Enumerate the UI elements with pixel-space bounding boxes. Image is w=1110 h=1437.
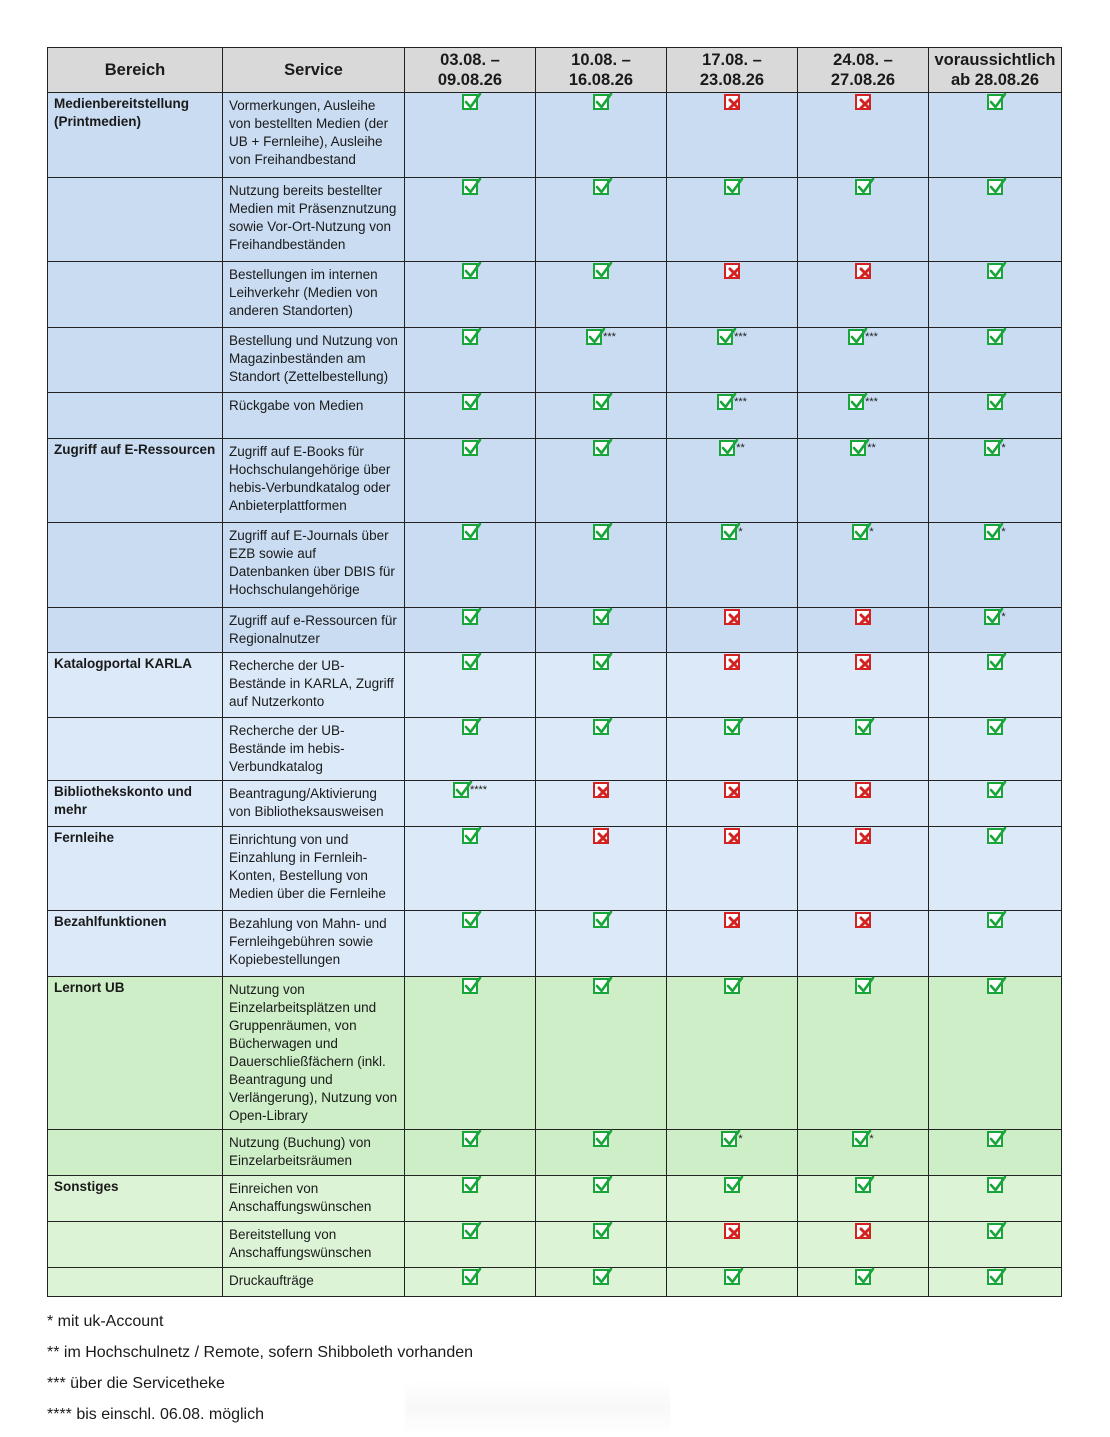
check-icon [855,1269,871,1285]
status-cell [798,653,929,718]
footnote-marker: * [1001,526,1006,539]
cross-icon [593,782,609,798]
check-icon [593,179,609,195]
check-icon [984,609,1000,625]
service-cell: Beantragung/Aktivierung von Bibliotheksausweisen [223,781,405,827]
table-row [48,1176,1062,1222]
check-icon [855,719,871,735]
service-cell: Zugriff auf E-Journals über EZB sowie auf Datenbanken über DBIS für Hochschulangehörige [223,523,405,608]
service-cell: Vormerkungen, Ausleihe von bestellten Medien (der UB + Fernleihe), Ausleihe von Freihandbestand [223,93,405,178]
status-cell [929,93,1062,178]
status-cell [798,1176,929,1222]
cross-icon [724,1223,740,1239]
status-cell [667,328,798,393]
footnote-marker: **** [469,784,488,797]
check-icon [724,978,740,994]
table-row [48,911,1062,977]
check-icon [987,828,1003,844]
status-cell [536,718,667,781]
table-row [48,608,1062,653]
area-cell: Lernort UB [48,977,223,1130]
status-cell [405,911,536,977]
cross-icon [855,263,871,279]
status-cell [405,393,536,439]
status-cell [536,1130,667,1176]
status-cell [667,977,798,1130]
status-cell [667,523,798,608]
header-col3: 17.08. – 23.08.26 [667,48,798,93]
table-row [48,653,1062,718]
status-cell [536,93,667,178]
cross-icon [724,654,740,670]
check-icon [987,394,1003,410]
service-cell: Bestellung und Nutzung von Magazinbeständen am Standort (Zettelbestellung) [223,328,405,393]
check-icon [987,94,1003,110]
status-cell [536,393,667,439]
status-cell [405,608,536,653]
service-cell: Zugriff auf E-Books für Hochschulangehörige über hebis-Verbundkatalog oder Anbieterplattformen [223,439,405,523]
check-icon [462,719,478,735]
status-cell [405,523,536,608]
status-cell [536,1222,667,1268]
check-icon [593,1269,609,1285]
check-icon [717,329,733,345]
status-cell [929,523,1062,608]
check-icon [850,440,866,456]
service-cell: Einrichtung von und Einzahlung in Fernleih-Konten, Bestellung von Medien über die Fernleihe [223,827,405,911]
status-cell [667,1268,798,1297]
header-service: Service [223,48,405,93]
check-icon [855,179,871,195]
check-icon [987,1269,1003,1285]
cross-icon [593,828,609,844]
service-cell: Nutzung (Buchung) von Einzelarbeitsräumen [223,1130,405,1176]
status-cell [405,328,536,393]
check-icon [593,609,609,625]
table-row [48,827,1062,911]
status-cell [536,781,667,827]
table-row [48,781,1062,827]
check-icon [852,524,868,540]
status-cell [536,827,667,911]
status-cell [667,911,798,977]
service-cell: Einreichen von Anschaffungswünschen [223,1176,405,1222]
area-cell [48,178,223,262]
table-row [48,977,1062,1130]
status-cell [929,653,1062,718]
status-cell [405,1268,536,1297]
check-icon [462,828,478,844]
table-row [48,393,1062,439]
header-col2: 10.08. – 16.08.26 [536,48,667,93]
status-cell [536,1268,667,1297]
check-icon [721,524,737,540]
check-icon [855,978,871,994]
cross-icon [724,912,740,928]
check-icon [987,1177,1003,1193]
status-cell [798,262,929,328]
check-icon [724,179,740,195]
check-icon [724,1177,740,1193]
faint-watermark [405,1380,670,1436]
header-row [48,48,1062,93]
status-cell [536,439,667,523]
status-cell [798,93,929,178]
footnote-marker: * [738,526,743,539]
status-cell [405,653,536,718]
status-cell [536,262,667,328]
check-icon [593,1131,609,1147]
status-cell [798,827,929,911]
check-icon [855,1177,871,1193]
status-cell [405,827,536,911]
footnote-marker: * [1001,611,1006,624]
check-icon [719,440,735,456]
area-cell [48,262,223,328]
check-icon [462,179,478,195]
status-cell [798,1130,929,1176]
check-icon [462,394,478,410]
cross-icon [855,94,871,110]
service-cell: Recherche der UB-Bestände im hebis-Verbundkatalog [223,718,405,781]
status-cell [667,653,798,718]
area-cell: Katalogportal KARLA [48,653,223,718]
footnote-marker: *** [865,331,878,344]
check-icon [462,94,478,110]
footnote-marker: *** [734,331,747,344]
area-cell: Bezahlfunktionen [48,911,223,977]
check-icon [586,329,602,345]
service-cell: Nutzung von Einzelarbeitsplätzen und Gruppenräumen, von Bücherwagen und Dauerschließfächern (inkl. Beantragung und Verlängerung), Nutzung von Open-Library [223,977,405,1130]
check-icon [987,719,1003,735]
status-cell [929,608,1062,653]
check-icon [462,1177,478,1193]
check-icon [593,1177,609,1193]
check-icon [724,719,740,735]
check-icon [848,394,864,410]
status-cell [667,827,798,911]
status-cell [929,439,1062,523]
check-icon [462,263,478,279]
check-icon [717,394,733,410]
check-icon [987,1131,1003,1147]
cross-icon [724,263,740,279]
check-icon [593,394,609,410]
status-cell [798,1222,929,1268]
cross-icon [724,609,740,625]
table-row [48,93,1062,178]
service-cell: Bereitstellung von Anschaffungswünschen [223,1222,405,1268]
status-cell [405,977,536,1130]
area-cell: Sonstiges [48,1176,223,1222]
header-col5 [929,48,1062,93]
service-cell: Rückgabe von Medien [223,393,405,439]
status-cell [929,393,1062,439]
cross-icon [855,1223,871,1239]
status-cell [929,178,1062,262]
cross-icon [724,828,740,844]
header-col5-line1: voraussichtlich [934,51,1056,69]
cross-icon [855,654,871,670]
status-cell [929,911,1062,977]
check-icon [593,719,609,735]
check-icon [462,440,478,456]
area-cell [48,1222,223,1268]
status-cell [798,781,929,827]
area-cell [48,718,223,781]
header-col4: 24.08. – 27.08.26 [798,48,929,93]
table-row [48,262,1062,328]
status-cell [536,328,667,393]
status-cell [667,1130,798,1176]
status-cell [405,1222,536,1268]
footnote-marker: *** [865,396,878,409]
area-cell [48,328,223,393]
check-icon [987,654,1003,670]
service-cell: Zugriff auf e-Ressourcen für Regionalnutzer [223,608,405,653]
check-icon [462,654,478,670]
footnote-marker: * [869,1133,874,1146]
status-cell [667,718,798,781]
status-cell [405,1130,536,1176]
footnote-marker: ** [736,442,745,455]
status-cell [405,718,536,781]
footnote-marker: * [1001,442,1006,455]
status-cell [667,262,798,328]
check-icon [593,263,609,279]
status-cell [798,178,929,262]
table-row [48,178,1062,262]
status-cell [798,328,929,393]
check-icon [724,1269,740,1285]
check-icon [987,912,1003,928]
status-cell [667,1222,798,1268]
table-row [48,523,1062,608]
status-cell [536,977,667,1130]
service-cell: Bestellungen im internen Leihverkehr (Medien von anderen Standorten) [223,262,405,328]
status-cell [405,1176,536,1222]
status-cell [667,608,798,653]
status-cell [667,393,798,439]
area-cell [48,523,223,608]
status-cell [405,178,536,262]
check-icon [462,329,478,345]
check-icon [987,1223,1003,1239]
status-cell [536,608,667,653]
service-cell: Nutzung bereits bestellter Medien mit Präsenznutzung sowie Vor-Ort-Nutzung von Freihandbeständen [223,178,405,262]
status-cell [667,439,798,523]
check-icon [462,609,478,625]
status-cell [405,781,536,827]
check-icon [987,782,1003,798]
check-icon [453,782,469,798]
status-cell [536,911,667,977]
cross-icon [724,782,740,798]
area-cell [48,1268,223,1297]
area-cell: Bibliothekskonto und mehr [48,781,223,827]
check-icon [593,654,609,670]
footnote-marker: ** [867,442,876,455]
service-cell: Bezahlung von Mahn- und Fernleihgebühren sowie Kopiebestellungen [223,911,405,977]
area-cell [48,1130,223,1176]
status-cell [667,93,798,178]
status-cell [405,93,536,178]
status-cell [536,178,667,262]
check-icon [987,329,1003,345]
status-cell [929,262,1062,328]
check-icon [593,440,609,456]
check-icon [462,1269,478,1285]
check-icon [721,1131,737,1147]
cross-icon [855,912,871,928]
check-icon [984,524,1000,540]
footnote-4: **** bis einschl. 06.08. möglich [47,1406,265,1423]
cross-icon [855,782,871,798]
check-icon [593,1223,609,1239]
services-table [47,47,1062,1297]
footnote-2: ** im Hochschulnetz / Remote, sofern Shibboleth vorhanden [47,1344,474,1361]
area-cell: Medienbereitstellung (Printmedien) [48,93,223,178]
status-cell [667,781,798,827]
footnote-1: * mit uk-Account [47,1313,164,1330]
table-row [48,439,1062,523]
check-icon [462,524,478,540]
cross-icon [855,828,871,844]
service-cell: Recherche der UB-Bestände in KARLA, Zugriff auf Nutzerkonto [223,653,405,718]
footnote-marker: *** [734,396,747,409]
table-row [48,1268,1062,1297]
footnote-marker: * [738,1133,743,1146]
status-cell [536,1176,667,1222]
footnote-3: *** über die Servicetheke [47,1375,225,1392]
service-cell: Druckaufträge [223,1268,405,1297]
header-col5-line2: ab 28.08.26 [950,71,1040,89]
status-cell [536,653,667,718]
check-icon [848,329,864,345]
check-icon [593,94,609,110]
status-cell [929,827,1062,911]
check-icon [593,524,609,540]
table-row [48,1222,1062,1268]
status-cell [929,977,1062,1130]
status-cell [405,262,536,328]
check-icon [987,179,1003,195]
footnote-marker: *** [603,331,616,344]
header-col1: 03.08. – 09.08.26 [405,48,536,93]
area-cell: Zugriff auf E-Ressourcen [48,439,223,523]
status-cell [798,608,929,653]
status-cell [798,718,929,781]
status-cell [667,178,798,262]
status-cell [798,393,929,439]
check-icon [593,978,609,994]
area-cell [48,608,223,653]
check-icon [984,440,1000,456]
check-icon [987,978,1003,994]
check-icon [593,912,609,928]
status-cell [536,523,667,608]
check-icon [852,1131,868,1147]
table-row [48,718,1062,781]
status-cell [929,1176,1062,1222]
status-cell [929,1268,1062,1297]
area-cell: Fernleihe [48,827,223,911]
check-icon [462,978,478,994]
table-row [48,1130,1062,1176]
status-cell [405,439,536,523]
status-cell [929,328,1062,393]
check-icon [462,1131,478,1147]
status-cell [929,1130,1062,1176]
header-bereich: Bereich [48,48,223,93]
status-cell [929,1222,1062,1268]
status-cell [667,1176,798,1222]
status-cell [798,911,929,977]
status-cell [798,1268,929,1297]
area-cell [48,393,223,439]
check-icon [462,1223,478,1239]
check-icon [987,263,1003,279]
status-cell [798,523,929,608]
cross-icon [724,94,740,110]
status-cell [798,439,929,523]
cross-icon [855,609,871,625]
footnote-marker: * [869,526,874,539]
status-cell [929,718,1062,781]
check-icon [462,912,478,928]
status-cell [798,977,929,1130]
table-body [48,93,1062,1297]
status-cell [929,781,1062,827]
table-row [48,328,1062,393]
